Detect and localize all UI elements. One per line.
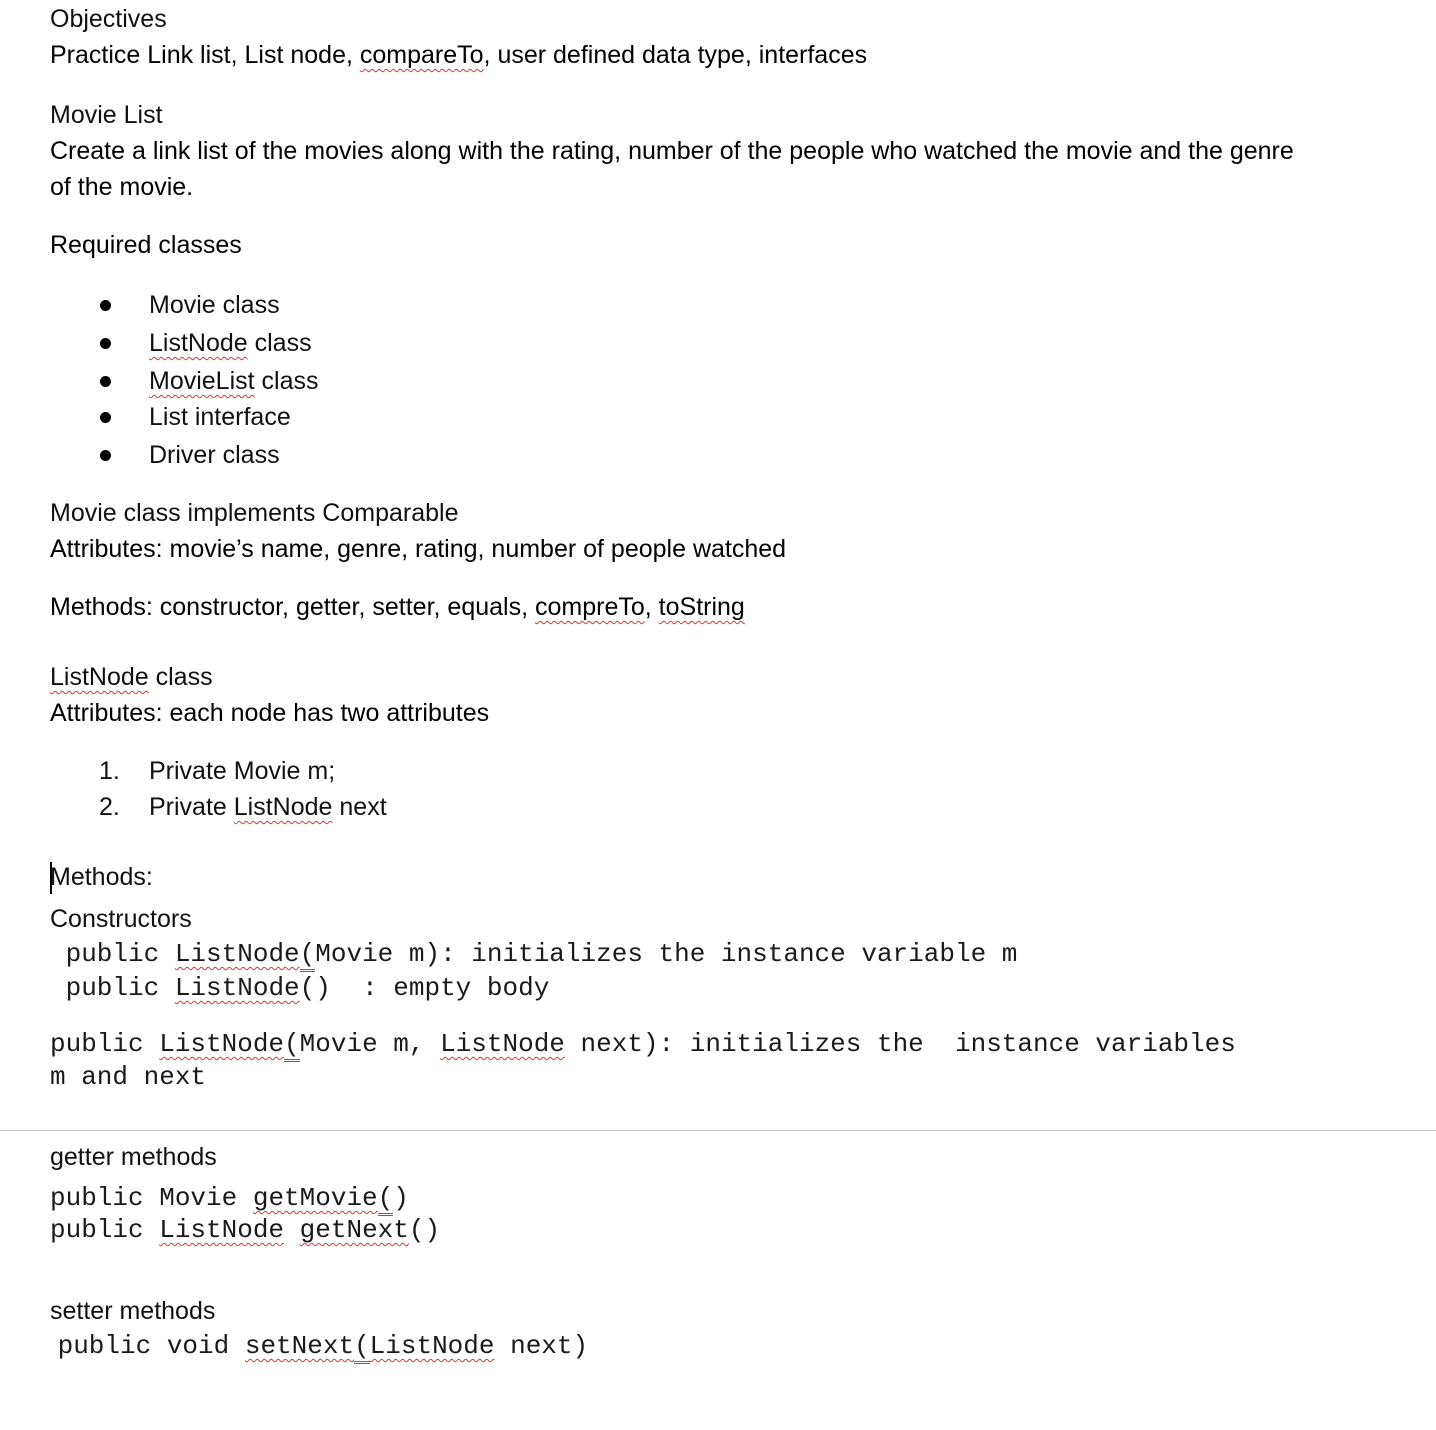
page-break-divider: [0, 1130, 1436, 1131]
setter-heading: setter methods: [50, 1297, 216, 1325]
objectives-text: Practice Link list, List node, compareTo, user defined data type, interfaces: [50, 41, 868, 69]
list-number: 2.: [99, 793, 120, 821]
objectives-heading: Objectives: [50, 5, 167, 33]
bullet-icon: [100, 300, 111, 311]
bullet-icon: [100, 376, 111, 387]
listnode-class-attributes: Attributes: each node has two attributes: [50, 699, 490, 727]
constructor-line-1: public ListNode(Movie m): initializes the instance variable m: [50, 937, 1017, 971]
movie-list-line-1: Create a link list of the movies along with the rating, number of the people who watched the movie and the genre: [50, 137, 1294, 165]
methods-heading: Methods:: [50, 863, 153, 891]
movie-class-attributes: Attributes: movie’s name, genre, rating, number of people watched: [50, 535, 787, 563]
getter-line-2: public ListNode getNext(): [50, 1215, 441, 1245]
constructor-line-2: public ListNode() : empty body: [50, 973, 550, 1003]
bullet-icon: [100, 412, 111, 423]
movie-class-heading: Movie class implements Comparable: [50, 499, 459, 527]
movie-list-heading: Movie List: [50, 101, 163, 129]
movie-list-line-2: of the movie.: [50, 173, 194, 201]
movie-class-methods: Methods: constructor, getter, setter, equals, compreTo, toString: [50, 593, 745, 621]
listnode-class-heading: ListNode class: [50, 663, 213, 691]
constructors-heading: Constructors: [50, 905, 192, 933]
setter-line-1: public void setNext(ListNode next): [42, 1329, 588, 1363]
required-classes-heading: Required classes: [50, 231, 242, 259]
getter-heading: getter methods: [50, 1143, 217, 1171]
constructor-line-3-cont: m and next: [50, 1062, 207, 1092]
getter-line-1: public Movie getMovie(): [50, 1181, 409, 1215]
document-page: Objectives Practice Link list, List node, compareTo, user defined data type, interfaces Movie List Create a link list of the movies along with the rating, number of the people who watched the movie and the genre of the movie. Required classes Movie class ListNode class MovieList class List interface Driver class Movie class implements Comparable Attributes: movie’s name, genre, rating, number of people watched Methods: constructor, getter, setter, equals, compreTo, toString ListNode class Attributes: each node has two attributes 1. Private Movie m; 2. Private ListNode next Methods: Constructors public ListNode(Movie m): initializes the instance variable m public ListNode() : empty body public ListNode(Movie m, ListNode next): initializes the instance variables m and next getter methods public Movie getMovie() public ListNode getNext() setter methods public void setNext(ListNode next): [0, 0, 1436, 1430]
constructor-line-3: public ListNode(Movie m, ListNode next): initializes the instance variables: [50, 1027, 1236, 1061]
bullet-icon: [100, 450, 111, 461]
bullet-icon: [100, 338, 111, 349]
list-number: 1.: [99, 757, 120, 785]
